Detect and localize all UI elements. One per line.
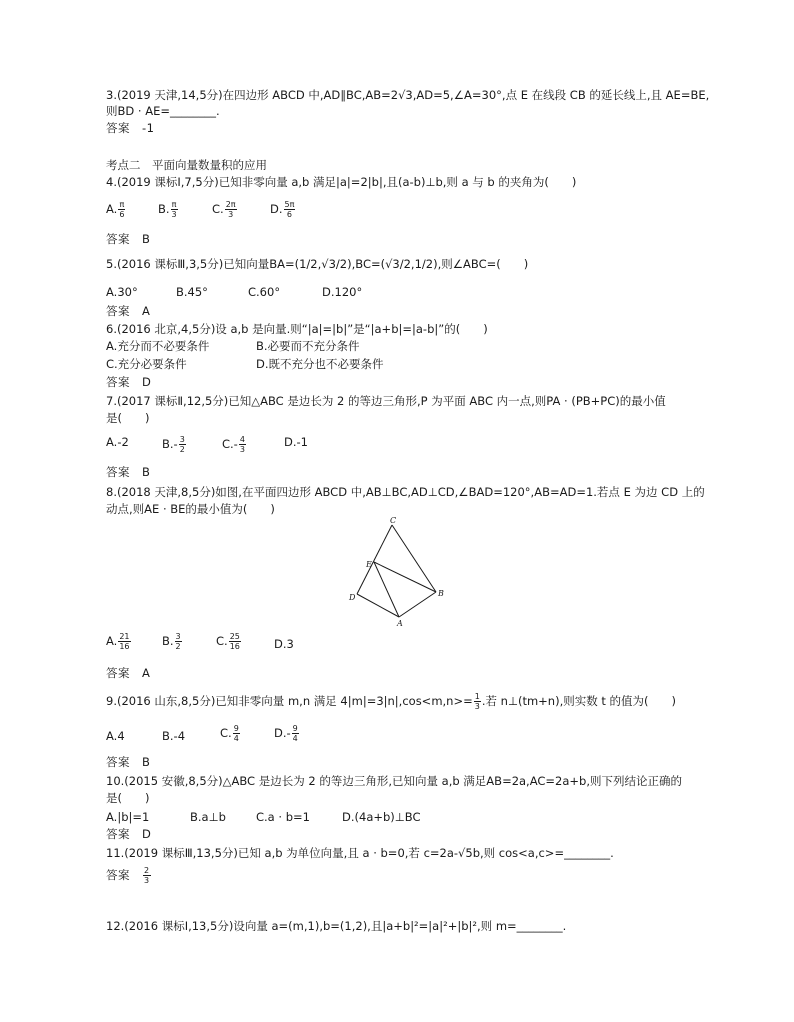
section-heading: 考点二 平面向量数量积的应用 bbox=[106, 158, 267, 172]
q6-option-d: D.既不充分也不必要条件 bbox=[256, 357, 384, 371]
q6-option-c: C.充分必要条件 bbox=[106, 357, 187, 371]
q5-answer: 答案 A bbox=[106, 304, 151, 318]
edge-ab bbox=[399, 592, 436, 617]
q10-answer: 答案 D bbox=[106, 827, 152, 841]
q10-option-c: C.a · b=1 bbox=[256, 810, 310, 824]
q6-answer: 答案 D bbox=[106, 375, 152, 389]
quadrilateral-figure bbox=[340, 515, 460, 630]
q4-stem: 4.(2019 课标Ⅰ,7,5分)已知非零向量 a,b 满足|a|=2|b|,且(a-b)⊥b,则 a 与 b 的夹角为( ) bbox=[106, 175, 577, 189]
label-e: E bbox=[366, 560, 372, 569]
q8-option-c: C. $\frac{25}{16}$ bbox=[216, 632, 240, 651]
q3-answer: 答案 -1 bbox=[106, 121, 155, 135]
q6-stem: 6.(2016 北京,4,5分)设 a,b 是向量.则“|a|=|b|”是“|a+b|=|a-b|”的( ) bbox=[106, 322, 488, 336]
q5-stem: 5.(2016 课标Ⅲ,3,5分)已知向量BA=(1/2,√3/2),BC=(√3/2,1/2),则∠ABC=( ) bbox=[106, 257, 529, 271]
q8-stem-line1: 8.(2018 天津,8,5分)如图,在平面四边形 ABCD 中,AB⊥BC,AD⊥CD,∠BAD=120°,AB=AD=1.若点 E 为边 CD 上的 bbox=[106, 485, 705, 499]
q9-option-c: C. $\frac{9}{4}$ bbox=[220, 724, 239, 743]
q9-option-a: A.4 bbox=[106, 729, 125, 743]
edge-cd bbox=[357, 525, 392, 594]
q12-stem: 12.(2016 课标Ⅰ,13,5分)设向量 a=(m,1),b=(1,2),且|a+b|²=|a|²+|b|²,则 m=________. bbox=[106, 919, 567, 933]
q10-stem-line2: 是( ) bbox=[106, 791, 150, 805]
edge-da bbox=[357, 594, 399, 617]
label-d: D bbox=[349, 593, 356, 602]
q8-stem-line2: 动点,则AE · BE的最小值为( ) bbox=[106, 502, 275, 516]
q7-stem-line1: 7.(2017 课标Ⅱ,12,5分)已知△ABC 是边长为 2 的等边三角形,P 为平面 ABC 内一点,则PA · (PB+PC)的最小值 bbox=[106, 394, 666, 408]
q8-answer: 答案 A bbox=[106, 666, 151, 680]
q10-option-b: B.a⊥b bbox=[190, 810, 226, 824]
q5-option-a: A.30° bbox=[106, 285, 138, 299]
q8-option-d: D.3 bbox=[274, 637, 294, 651]
q7-stem-line2: 是( ) bbox=[106, 411, 150, 425]
q5-option-b: B.45° bbox=[176, 285, 208, 299]
q4-option-d: D. $\frac{5\pi}{6}$ bbox=[270, 200, 295, 219]
q7-option-c: C.- $\frac{4}{3}$ bbox=[222, 435, 245, 454]
q7-answer: 答案 B bbox=[106, 465, 151, 479]
label-a: A bbox=[397, 619, 403, 628]
q4-option-b: B. $\frac{\pi}{3}$ bbox=[158, 200, 177, 219]
q3-stem-line1: 3.(2019 天津,14,5分)在四边形 ABCD 中,AD∥BC,AB=2√3,AD=5,∠A=30°,点 E 在线段 CB 的延长线上,且 AE=BE, bbox=[106, 88, 710, 102]
q7-option-d: D.-1 bbox=[284, 435, 308, 449]
q6-option-b: B.必要而不充分条件 bbox=[256, 339, 360, 353]
q7-option-b: B.- $\frac{3}{2}$ bbox=[162, 435, 185, 454]
q8-option-b: B. $\frac{3}{2}$ bbox=[162, 632, 181, 651]
edge-cb bbox=[392, 525, 436, 592]
q10-option-d: D.(4a+b)⊥BC bbox=[342, 810, 421, 824]
q8-option-a: A. $\frac{21}{16}$ bbox=[106, 632, 130, 651]
q5-option-d: D.120° bbox=[322, 285, 363, 299]
label-c: C bbox=[390, 516, 397, 525]
q9-answer: 答案 B bbox=[106, 755, 151, 769]
q4-answer: 答案 B bbox=[106, 232, 151, 246]
q4-option-c: C. $\frac{2\pi}{3}$ bbox=[212, 200, 236, 219]
label-b: B bbox=[438, 589, 444, 598]
segment-ea bbox=[374, 562, 399, 617]
q9-option-d: D.- $\frac{9}{4}$ bbox=[274, 724, 298, 743]
q10-stem-line1: 10.(2015 安徽,8,5分)△ABC 是边长为 2 的等边三角形,已知向量 a,b 满足AB=2a,AC=2a+b,则下列结论正确的 bbox=[106, 774, 683, 788]
q10-option-a: A.|b|=1 bbox=[106, 810, 150, 824]
q3-stem-line2: 则BD · AE=________. bbox=[106, 104, 220, 118]
q11-stem: 11.(2019 课标Ⅲ,13,5分)已知 a,b 为单位向量,且 a · b=0,若 c=2a-√5b,则 cos<a,c>=________. bbox=[106, 846, 614, 860]
q4-option-a: A. $\frac{\pi}{6}$ bbox=[106, 200, 125, 219]
q9-stem: 9.(2016 山东,8,5分)已知非零向量 m,n 满足 4|m|=3|n|,cos<m,n>= $\frac{1}{3}$ .若 n⊥(tm+n),则实数 t 的值为( ) bbox=[106, 692, 677, 711]
q5-option-c: C.60° bbox=[248, 285, 281, 299]
q9-option-b: B.-4 bbox=[162, 729, 186, 743]
q11-answer: 答案 $\frac{2}{3}$ bbox=[106, 866, 150, 885]
q6-option-a: A.充分而不必要条件 bbox=[106, 339, 210, 353]
q7-option-a: A.-2 bbox=[106, 435, 129, 449]
